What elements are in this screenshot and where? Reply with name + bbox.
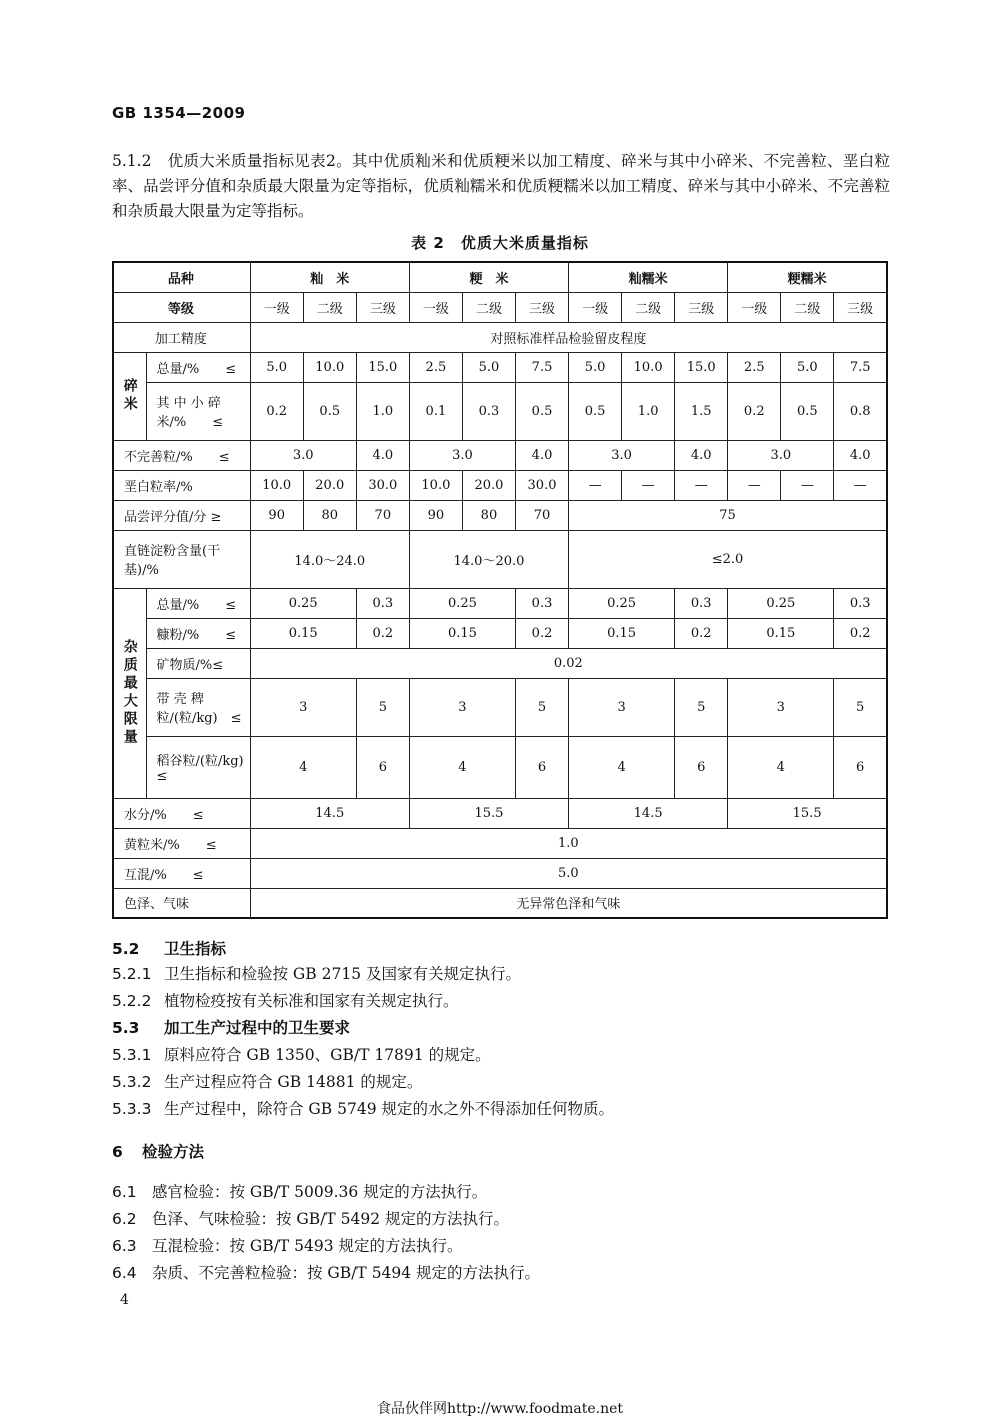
table-cell: 1.0 xyxy=(622,382,675,440)
table-cell: 30.0 xyxy=(356,470,409,500)
table-cell: 4.0 xyxy=(675,440,728,470)
table-cell: 14.5 xyxy=(569,798,728,828)
row-label: 互混/% ≤ xyxy=(113,858,250,888)
grade-cell: 一级 xyxy=(728,292,781,322)
clause: 5.2.2 植物检疫按有关标准和国家有关规定执行。 xyxy=(112,992,459,1010)
table-cell: 5.0 xyxy=(781,352,834,382)
table-cell: 无异常色泽和气味 xyxy=(250,888,887,918)
table-cell: — xyxy=(834,470,887,500)
row-label: 矿物质/%≤ xyxy=(146,648,250,678)
table-cell: 0.3 xyxy=(834,588,887,618)
table-cell: 7.5 xyxy=(834,352,887,382)
table-cell: — xyxy=(622,470,675,500)
table-cell: 0.2 xyxy=(728,382,781,440)
table-cell: 3.0 xyxy=(409,440,515,470)
table-cell: 0.5 xyxy=(781,382,834,440)
row-moisture xyxy=(113,798,887,828)
table-cell: 0.25 xyxy=(409,588,515,618)
page-number: 4 xyxy=(120,1292,129,1308)
table-cell: 15.5 xyxy=(409,798,568,828)
grade-cell: 二级 xyxy=(781,292,834,322)
row-label: 黄粒米/% ≤ xyxy=(113,828,250,858)
table-cell: 5 xyxy=(515,678,568,736)
grade-cell: 一级 xyxy=(569,292,622,322)
table-cell: 0.2 xyxy=(515,618,568,648)
clause-5-1-2: 5.1.2 优质大米质量指标见表2。其中优质籼米和优质粳米以加工精度、碎米与其中小碎米、不完善粒、垩白粒率、品尝评分值和杂质最大限量为定等指标，优质籼糯米和优质粳糯米以加工精度、碎米与其中小碎米、不完善粒和杂质最大限量为定等指标。 xyxy=(112,152,890,220)
table-cell: 0.25 xyxy=(728,588,834,618)
clause: 6.3 互混检验：按 GB/T 5493 规定的方法执行。 xyxy=(112,1237,463,1255)
table-cell: 0.15 xyxy=(409,618,515,648)
table-cell: 0.15 xyxy=(728,618,834,648)
row-label: 直链淀粉含量(干基)/% xyxy=(113,530,250,588)
section-heading: 5.3 加工生产过程中的卫生要求 xyxy=(112,1019,351,1037)
table-cell: ≤2.0 xyxy=(569,530,887,588)
table-cell: 2.5 xyxy=(728,352,781,382)
table-cell: 1.5 xyxy=(675,382,728,440)
row-imperfect xyxy=(113,440,887,470)
table-cell: 3 xyxy=(728,678,834,736)
table-cell: 0.3 xyxy=(515,588,568,618)
table-cell: 对照标准样品检验留皮程度 xyxy=(250,322,887,352)
row-label: 总量/% ≤ xyxy=(146,352,250,382)
table-cell: 15.0 xyxy=(675,352,728,382)
row-bran xyxy=(113,618,887,648)
table-cell: 3.0 xyxy=(569,440,675,470)
table-cell: 0.15 xyxy=(250,618,356,648)
table-cell: 5.0 xyxy=(250,858,887,888)
table-cell: — xyxy=(781,470,834,500)
row-label: 稻谷粒/(粒/kg) ≤ xyxy=(146,736,250,798)
row-paddy xyxy=(113,736,887,798)
table-cell: 4 xyxy=(728,736,834,798)
table-cell: 10.0 xyxy=(250,470,303,500)
row-label: 垩白粒率/% xyxy=(113,470,250,500)
table-cell: 4 xyxy=(569,736,675,798)
document-code: GB 1354—2009 xyxy=(112,104,246,122)
grade-cell: 三级 xyxy=(675,292,728,322)
table-cell: 0.1 xyxy=(409,382,462,440)
row-husked xyxy=(113,678,887,736)
variety-japonica-glutinous: 粳糯米 xyxy=(728,262,887,292)
table-cell: 0.5 xyxy=(303,382,356,440)
table-cell: 5 xyxy=(834,678,887,736)
table-cell: 0.3 xyxy=(675,588,728,618)
row-yellow xyxy=(113,828,887,858)
table-cell: 5.0 xyxy=(250,352,303,382)
table-cell: 2.5 xyxy=(409,352,462,382)
clause: 5.3.2 生产过程应符合 GB 14881 的规定。 xyxy=(112,1073,423,1091)
row-label: 带 壳 稗 粒/(粒/kg) ≤ xyxy=(146,678,250,736)
clause: 6.4 杂质、不完善粒检验：按 GB/T 5494 规定的方法执行。 xyxy=(112,1264,541,1282)
table-cell: 0.2 xyxy=(675,618,728,648)
table-cell: 14.5 xyxy=(250,798,409,828)
table-cell: 15.0 xyxy=(356,352,409,382)
grade-cell: 二级 xyxy=(303,292,356,322)
row-taste xyxy=(113,500,887,530)
table-cell: 5.0 xyxy=(569,352,622,382)
table-cell: 20.0 xyxy=(303,470,356,500)
table-cell: 6 xyxy=(675,736,728,798)
table-cell: 6 xyxy=(834,736,887,798)
row-chalky xyxy=(113,470,887,500)
table-cell: 3 xyxy=(250,678,356,736)
table-cell: 0.2 xyxy=(834,618,887,648)
table-cell: 5 xyxy=(675,678,728,736)
grade-cell: 三级 xyxy=(515,292,568,322)
table-cell: 0.25 xyxy=(569,588,675,618)
table-cell: — xyxy=(569,470,622,500)
row-impurity-total xyxy=(113,588,887,618)
table-cell: 3.0 xyxy=(250,440,356,470)
table-caption: 表 2 优质大米质量指标 xyxy=(411,234,589,252)
section-heading: 5.2 卫生指标 xyxy=(112,940,227,958)
table-cell: 70 xyxy=(515,500,568,530)
table-cell: 14.0～20.0 xyxy=(409,530,568,588)
variety-indica-glutinous: 籼糯米 xyxy=(569,262,728,292)
table-cell: — xyxy=(675,470,728,500)
row-label: 不完善粒/% ≤ xyxy=(113,440,250,470)
row-label: 加工精度 xyxy=(113,322,250,352)
clause: 6.1 感官检验：按 GB/T 5009.36 规定的方法执行。 xyxy=(112,1183,488,1201)
table-cell: 3 xyxy=(569,678,675,736)
row-mixed xyxy=(113,858,887,888)
table-cell: 0.15 xyxy=(569,618,675,648)
grade-cell: 二级 xyxy=(462,292,515,322)
table-cell: 7.5 xyxy=(515,352,568,382)
table-cell: 0.25 xyxy=(250,588,356,618)
variety-header: 品种 xyxy=(113,262,250,292)
row-color xyxy=(113,888,887,918)
table-cell: 4.0 xyxy=(515,440,568,470)
table-cell: 15.5 xyxy=(728,798,887,828)
table-cell: 90 xyxy=(250,500,303,530)
clause: 5.3.3 生产过程中，除符合 GB 5749 规定的水之外不得添加任何物质。 xyxy=(112,1100,615,1118)
table-cell: 3.0 xyxy=(728,440,834,470)
grade-cell: 二级 xyxy=(622,292,675,322)
grade-cell: 一级 xyxy=(409,292,462,322)
table-cell: 4.0 xyxy=(356,440,409,470)
table-cell: 0.2 xyxy=(356,618,409,648)
table-cell: 6 xyxy=(356,736,409,798)
table-cell: 5 xyxy=(356,678,409,736)
table-cell: 80 xyxy=(303,500,356,530)
clause: 5.2.1 卫生指标和检验按 GB 2715 及国家有关规定执行。 xyxy=(112,965,522,983)
table-cell: 3 xyxy=(409,678,515,736)
table-cell: 20.0 xyxy=(462,470,515,500)
group-label-impurity: 杂质最大限量 xyxy=(113,588,146,798)
table-cell: 4 xyxy=(250,736,356,798)
variety-japonica: 粳 米 xyxy=(409,262,568,292)
table-cell: — xyxy=(728,470,781,500)
clause: 5.3.1 原料应符合 GB 1350、GB/T 17891 的规定。 xyxy=(112,1046,491,1064)
table-cell: 0.3 xyxy=(462,382,515,440)
variety-indica: 籼 米 xyxy=(250,262,409,292)
footer-link[interactable]: 食品伙伴网http://www.foodmate.net xyxy=(376,1401,624,1417)
row-label: 色泽、气味 xyxy=(113,888,250,918)
section-heading: 6 检验方法 xyxy=(112,1143,205,1161)
row-label: 水分/% ≤ xyxy=(113,798,250,828)
table-cell: 14.0～24.0 xyxy=(250,530,409,588)
table-cell: 10.0 xyxy=(622,352,675,382)
table-cell: 0.2 xyxy=(250,382,303,440)
row-label: 总量/% ≤ xyxy=(146,588,250,618)
table-cell: 4.0 xyxy=(834,440,887,470)
row-amylose xyxy=(113,530,887,588)
grade-cell: 三级 xyxy=(834,292,887,322)
group-label-broken: 碎米 xyxy=(113,352,146,440)
table-cell: 10.0 xyxy=(409,470,462,500)
table-cell: 4 xyxy=(409,736,515,798)
table-cell: 80 xyxy=(462,500,515,530)
row-label: 其 中 小 碎 米/% ≤ xyxy=(146,382,250,440)
grade-cell: 一级 xyxy=(250,292,303,322)
table-cell: 90 xyxy=(409,500,462,530)
table-cell: 0.5 xyxy=(569,382,622,440)
grade-header: 等级 xyxy=(113,292,250,322)
row-mineral xyxy=(113,648,887,678)
table-cell: 5.0 xyxy=(462,352,515,382)
table-cell: 6 xyxy=(515,736,568,798)
row-label: 糠粉/% ≤ xyxy=(146,618,250,648)
table-cell: 70 xyxy=(356,500,409,530)
table-cell: 10.0 xyxy=(303,352,356,382)
table-cell: 0.8 xyxy=(834,382,887,440)
table-cell: 75 xyxy=(569,500,887,530)
table-cell: 0.02 xyxy=(250,648,887,678)
row-broken-small xyxy=(113,382,887,440)
clause: 6.2 色泽、气味检验：按 GB/T 5492 规定的方法执行。 xyxy=(112,1210,510,1228)
table-cell: 1.0 xyxy=(356,382,409,440)
table-cell: 0.3 xyxy=(356,588,409,618)
quality-table xyxy=(112,261,888,919)
row-broken-total xyxy=(113,352,887,382)
grade-cell: 三级 xyxy=(356,292,409,322)
row-label: 品尝评分值/分 ≥ xyxy=(113,500,250,530)
table-cell: 1.0 xyxy=(250,828,887,858)
table-cell: 30.0 xyxy=(515,470,568,500)
table-cell: 0.5 xyxy=(515,382,568,440)
